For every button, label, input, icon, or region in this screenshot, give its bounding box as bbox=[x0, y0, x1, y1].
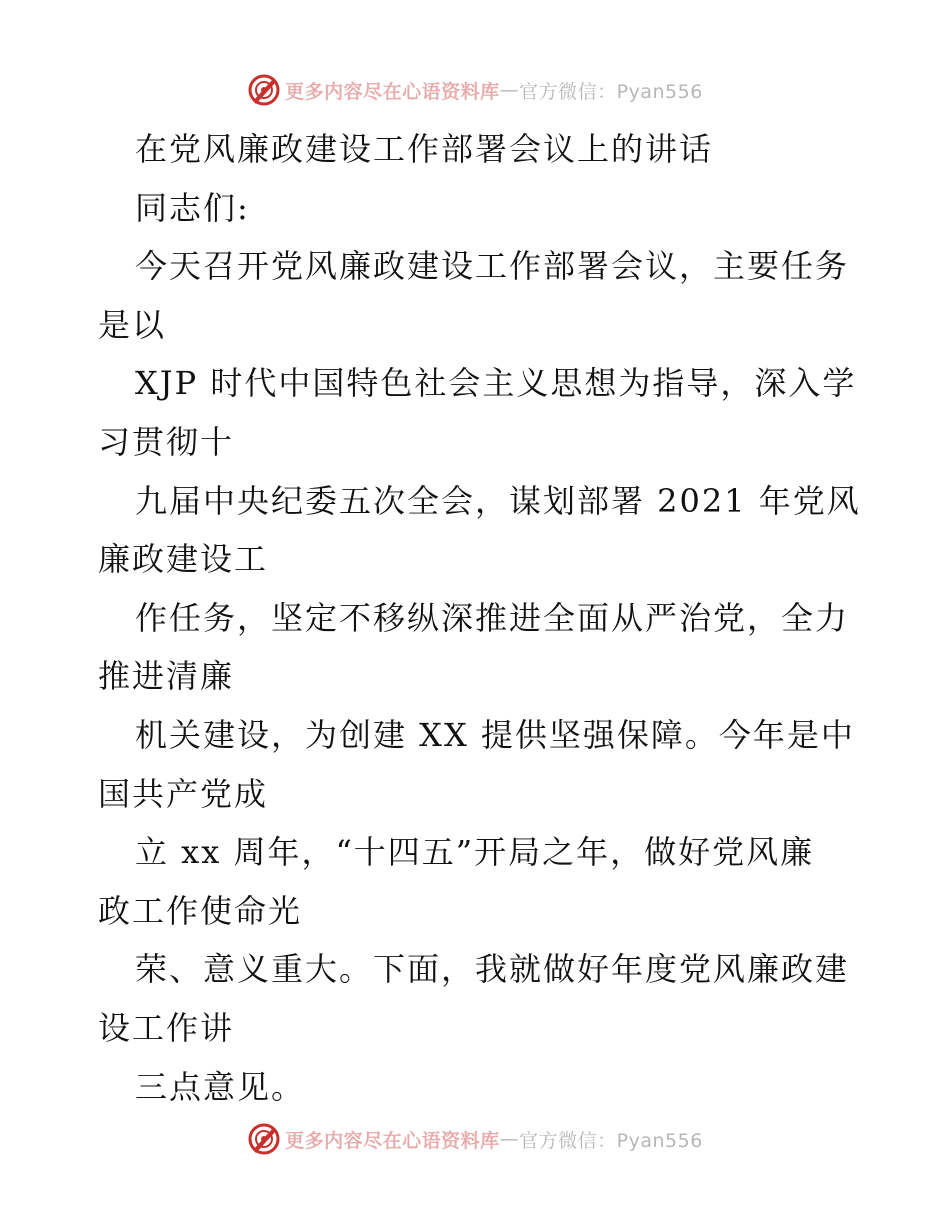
document-title: 在党风廉政建设工作部署会议上的讲话 bbox=[135, 130, 714, 168]
greeting: 同志们: bbox=[135, 188, 250, 227]
paragraph-line: 国共产党成 bbox=[98, 774, 269, 813]
paragraph-line: 作任务，坚定不移纵深推进全面从严治党，全力 bbox=[135, 598, 850, 637]
paragraph-line: 是以 bbox=[98, 305, 167, 344]
header-watermark bbox=[0, 70, 950, 110]
logo-icon bbox=[247, 1122, 281, 1156]
paragraph-line: 立 xx 周年，“十四五”开局之年，做好党风廉 bbox=[135, 833, 815, 872]
document-body bbox=[98, 120, 861, 1116]
paragraph-line: 荣、意义重大。下面，我就做好年度党风廉政建 bbox=[135, 950, 850, 989]
paragraph-line: 今天召开党风廉政建设工作部署会议，主要任务 bbox=[135, 247, 850, 286]
footer-watermark bbox=[0, 1119, 950, 1159]
paragraph-line: XJP 时代中国特色社会主义思想为指导，深入学 bbox=[135, 364, 857, 403]
watermark-dash: — bbox=[499, 1128, 520, 1150]
paragraph-line: 廉政建设工 bbox=[98, 540, 269, 579]
logo-icon bbox=[247, 73, 281, 107]
paragraph-line: 三点意见。 bbox=[135, 1067, 306, 1106]
watermark-main-text: 更多内容尽在心语资料库 bbox=[285, 80, 500, 103]
paragraph-line: 九届中央纪委五次全会，谋划部署 2021 年党风 bbox=[135, 481, 861, 520]
paragraph-line: 设工作讲 bbox=[98, 1008, 235, 1047]
watermark-wechat-text: 官方微信：Pyan556 bbox=[519, 80, 703, 103]
paragraph-line: 机关建设，为创建 XX 提供坚强保障。今年是中 bbox=[135, 715, 855, 754]
paragraph-line: 政工作使命光 bbox=[98, 891, 303, 930]
watermark-main-text: 更多内容尽在心语资料库 bbox=[285, 1129, 500, 1152]
paragraph-line: 推进清廉 bbox=[98, 657, 235, 696]
watermark-dash: — bbox=[499, 79, 520, 101]
watermark-wechat-text: 官方微信：Pyan556 bbox=[519, 1129, 703, 1152]
paragraph-line: 习贯彻十 bbox=[98, 422, 235, 461]
